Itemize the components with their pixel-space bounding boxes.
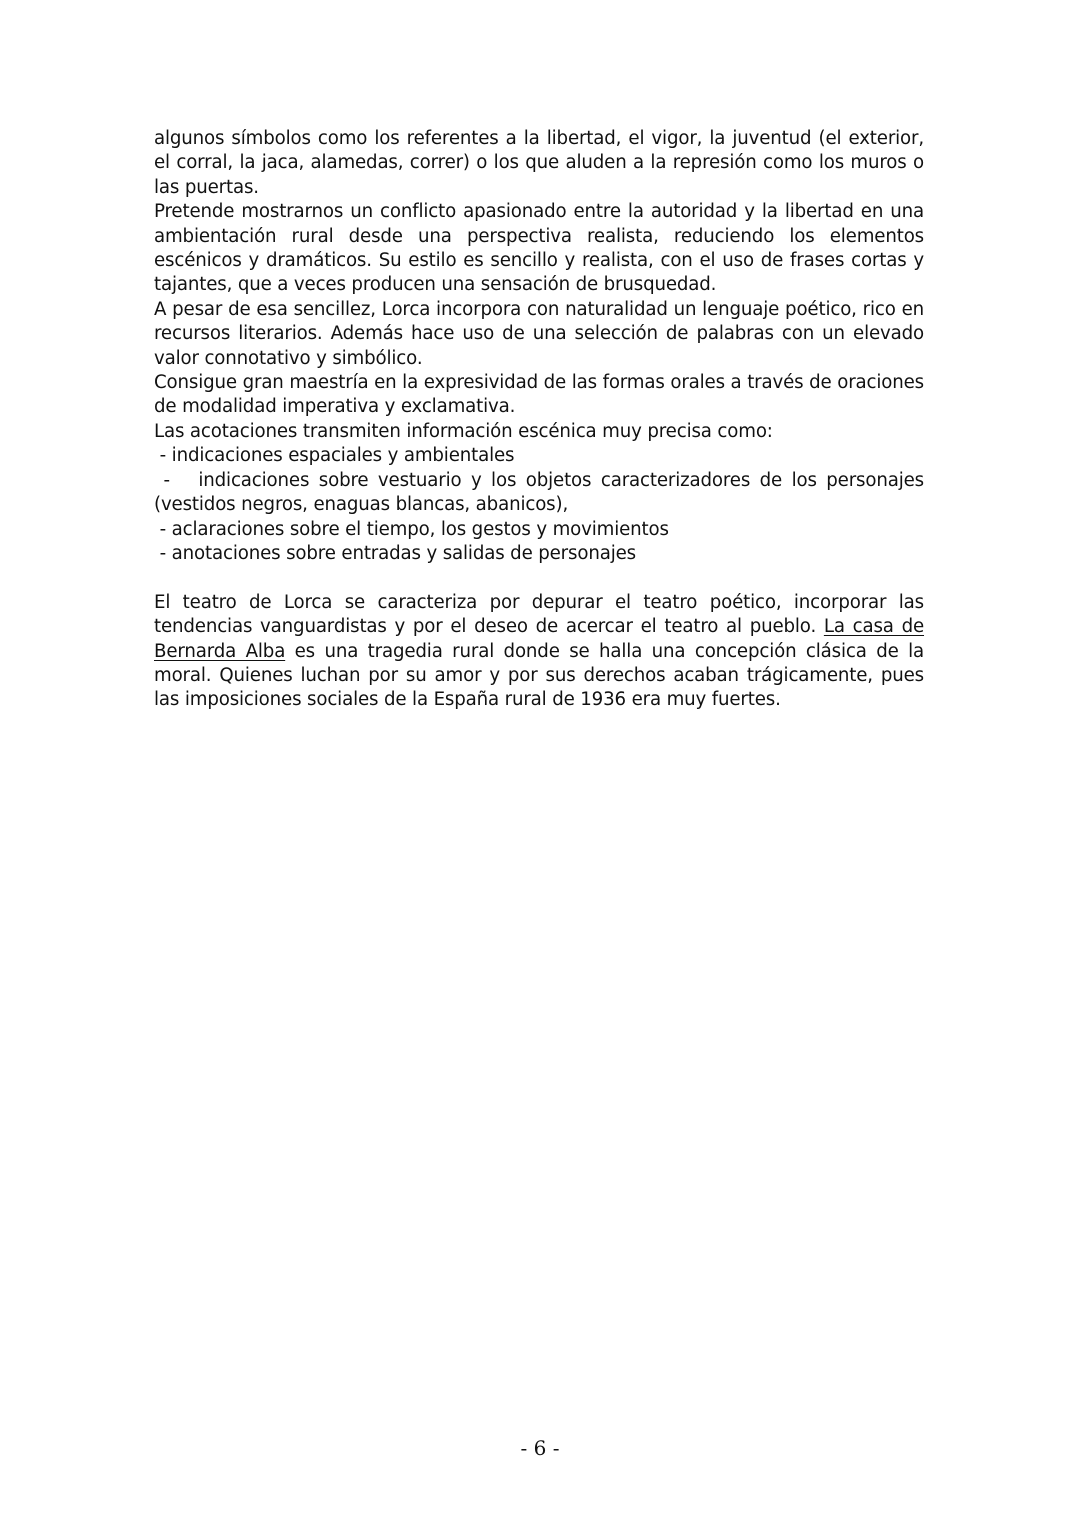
closing-text-after: es una tragedia rural donde se halla una concepción clásica de la moral. Quienes luchan por su amor y por sus derechos acaban trágicamente, pues las imposiciones sociales de la España rural de 1936 era muy fuertes. (154, 640, 924, 711)
paragraph-poetic-language: A pesar de esa sencillez, Lorca incorpora con naturalidad un lenguaje poético, rico en recursos literarios. Además hace uso de una selección de palabras con un elevado valor connotativo y simbólico. (154, 298, 924, 369)
paragraph-stage-directions: Las acotaciones transmiten información escénica muy precisa como: (154, 420, 773, 442)
list-item: - indicaciones espaciales y ambientales (154, 445, 515, 467)
list-item: - anotaciones sobre entradas y salidas de personajes (154, 542, 636, 564)
main-text (154, 127, 930, 713)
paragraph-gap (154, 566, 924, 590)
page-number: - 6 - (520, 1436, 560, 1460)
paragraph-conflict: Pretende mostrarnos un conflicto apasionado entre la autoridad y la libertad en una ambientación rural desde una perspectiva realista, reduciendo los elementos escénicos y dramáticos. Su estilo es sencillo y realista, con el uso de frases cortas y tajantes, que a veces producen una sensación de brusquedad. (154, 201, 924, 296)
paragraph-oral-forms: Consigue gran maestría en la expresividad de las formas orales a través de oraciones de modalidad imperativa y exclamativa. (154, 372, 924, 418)
paragraph-lorca-theatre (154, 591, 924, 713)
document-body (154, 127, 930, 713)
list-item: - aclaraciones sobre el tiempo, los gestos y movimientos (154, 518, 669, 540)
paragraph-symbols: algunos símbolos como los referentes a la libertad, el vigor, la juventud (el exterior, el corral, la jaca, alamedas, correr) o los que aluden a la represión como los muros o las puertas. (154, 128, 924, 198)
stage-directions-list (154, 444, 930, 566)
closing-text-before: El teatro de Lorca se caracteriza por depurar el teatro poético, incorporar las tendencias vanguardistas y por el deseo de acercar el teatro al pueblo. (154, 591, 924, 638)
list-item: - indicaciones sobre vestuario y los objetos caracterizadores de los personajes (vestidos negros, enaguas blancas, abanicos), (154, 469, 930, 516)
work-title: La casa de Bernarda Alba (154, 616, 925, 662)
